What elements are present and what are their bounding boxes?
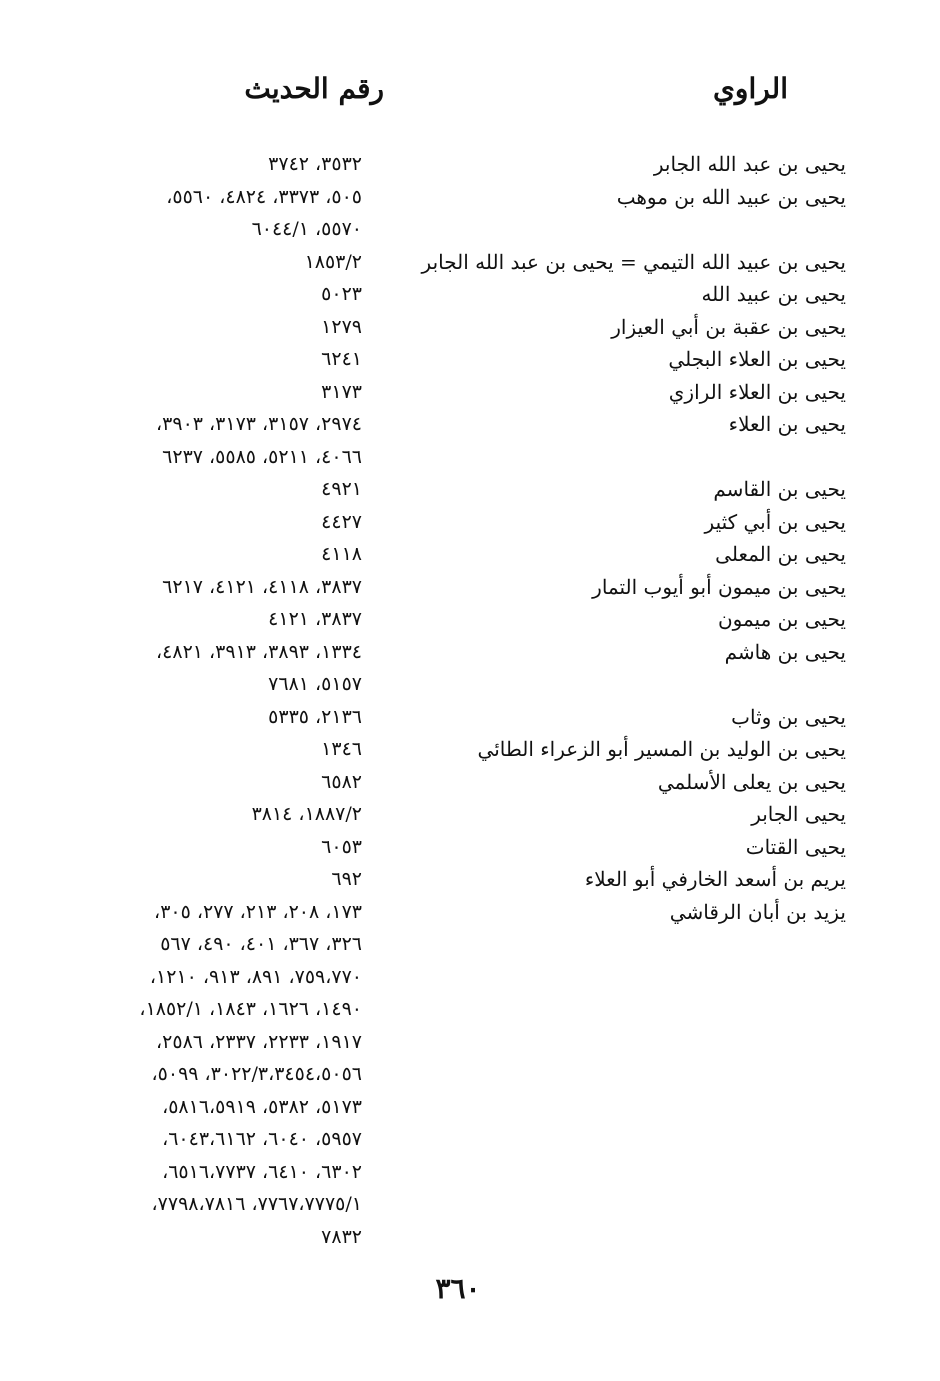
hadith-numbers-row: ١٨٥٣/٢ — [304, 250, 362, 273]
narrator-name-row: يحيى بن القاسم — [713, 477, 846, 501]
hadith-numbers-row: ٣٠٢٢/٣،٣٤٥٤،٥٠٥٦، ٥٠٩٩، — [151, 1063, 362, 1085]
hadith-numbers-row: ٧٧٦٧،٧٧٧٥/١، ٧٧٩٨،٧٨١٦، — [151, 1193, 362, 1215]
hadith-numbers-row: ٥٥٧٠، ٦٠٤٤/١ — [251, 218, 362, 240]
narrator-name-row: يحيى بن العلاء — [728, 412, 846, 436]
narrator-name-row — [426, 668, 846, 701]
hadith-numbers-list — [62, 148, 362, 1253]
hadith-numbers-row: ٧٥٩،٧٧٠، ٨٩١، ٩١٣، ١٢١٠، — [149, 965, 362, 988]
hadith-numbers-row: ٢١٣٦، ٥٣٣٥ — [268, 705, 362, 728]
hadith-numbers-row: ٥٩٥٧، ٦٠٤٠، ٦٠٤٣،٦١٦٢، — [162, 1128, 362, 1150]
narrator-name-row: يحيى بن العلاء الرازي — [668, 379, 846, 404]
narrator-name-row: يحيى بن الوليد بن المسير أبو الزعراء الطائي — [477, 737, 846, 761]
hadith-numbers-row: ٣١٧٣ — [321, 380, 362, 403]
narrator-name-row: يحيى بن عبد الله الجابر — [653, 152, 846, 176]
hadith-numbers-row: ٤١١٨ — [321, 543, 362, 565]
narrator-name-row: يحيى القتات — [745, 834, 846, 859]
narrator-names-list — [421, 148, 846, 928]
hadith-numbers-row: ٣٢٦، ٣٦٧، ٤٠١، ٤٩٠، ٥٦٧ — [160, 933, 362, 955]
hadith-numbers-row: ٢٩٧٤، ٣١٥٧، ٣١٧٣، ٣٩٠٣، — [156, 413, 362, 435]
page-number: ٣٦٠ — [435, 1272, 481, 1305]
hadith-numbers-row: ٧٨٣٢ — [321, 1225, 362, 1248]
hadith-numbers-row: ٦٠٥٣ — [321, 835, 362, 858]
hadith-numbers-row: ٦٣٠٢، ٦٤١٠، ٦٥١٦،٧٧٣٧، — [162, 1160, 362, 1183]
hadith-numbers-row: ٣٨٣٧، ٤١١٨، ٤١٢١، ٦٢١٧ — [162, 575, 362, 598]
hadith-numbers-row: ٤٩٢١ — [321, 478, 362, 500]
narrator-name-row: يحيى بن يعلى الأسلمي — [657, 769, 846, 794]
hadith-numbers-row: ١٣٤٦ — [321, 738, 362, 760]
narrator-name-row: يريم بن أسعد الخارفي أبو العلاء — [584, 867, 846, 891]
narrator-name-row: يحيى بن المعلى — [715, 542, 846, 566]
narrator-name-row: يحيى بن العلاء البجلي — [668, 347, 846, 371]
narrator-column-header: الراوي — [713, 72, 788, 105]
hadith-numbers-row: ٥١٥٧، ٧٦٨١ — [268, 673, 362, 695]
hadith-numbers-row: ١٣٣٤، ٣٨٩٣، ٣٩١٣، ٤٨٢١، — [156, 640, 362, 663]
narrator-name-row: يحيى بن عبيد الله التيمي = يحيى بن عبد الله الجابر — [421, 249, 846, 274]
hadith-numbers-row: ٦٥٨٢ — [321, 770, 362, 793]
hadith-numbers-row: ٥١٧٣، ٥٣٨٢، ٥٨١٦،٥٩١٩، — [162, 1095, 362, 1118]
narrator-name-row: يحيى بن عبيد الله بن موهب — [616, 184, 846, 209]
hadith-number-column-header: رقم الحديث — [244, 72, 384, 105]
hadith-numbers-row: ١٢٧٩ — [321, 315, 362, 338]
hadith-numbers-row: ٣٨٣٧، ٤١٢١ — [268, 608, 362, 630]
hadith-numbers-row: ٣٥٣٢، ٣٧٤٢ — [268, 153, 362, 175]
hadith-numbers-row: ١٤٩٠، ١٦٢٦، ١٨٤٣، ١٨٥٢/١، — [139, 998, 362, 1020]
narrator-name-row: يحيى بن أبي كثير — [704, 509, 846, 534]
hadith-numbers-row: ١٩١٧، ٢٢٣٣، ٢٣٣٧، ٢٥٨٦، — [156, 1030, 362, 1053]
hadith-numbers-row: ٥٠٥، ٣٣٧٣، ٤٨٢٤، ٥٥٦٠، — [166, 185, 362, 208]
narrator-name-row — [426, 213, 846, 246]
narrator-name-row: يحيى بن عبيد الله — [701, 282, 846, 306]
narrator-name-row: يحيى بن وثاب — [731, 704, 846, 729]
hadith-numbers-row: ٤٤٢٧ — [321, 510, 362, 533]
narrator-name-row: يزيد بن أبان الرقاشي — [669, 899, 846, 924]
hadith-numbers-row: ٦٢٤١ — [321, 348, 362, 370]
narrator-name-row — [426, 441, 846, 474]
narrator-name-row: يحيى بن ميمون أبو أيوب التمار — [592, 574, 846, 599]
narrator-name-row: يحيى الجابر — [751, 802, 846, 826]
hadith-numbers-row: ١٧٣، ٢٠٨، ٢١٣، ٢٧٧، ٣٠٥، — [154, 900, 362, 923]
hadith-numbers-row: ٤٠٦٦، ٥٢١١، ٥٥٨٥، ٦٢٣٧ — [162, 445, 362, 468]
hadith-numbers-row: ١٨٨٧/٢، ٣٨١٤ — [251, 803, 362, 825]
hadith-numbers-row: ٦٩٢ — [331, 868, 362, 890]
narrator-name-row: يحيى بن هاشم — [724, 639, 846, 664]
hadith-numbers-row: ٥٠٢٣ — [321, 283, 362, 305]
narrator-name-row: يحيى بن ميمون — [717, 607, 846, 631]
narrator-name-row: يحيى بن عقبة بن أبي العيزار — [611, 314, 846, 339]
